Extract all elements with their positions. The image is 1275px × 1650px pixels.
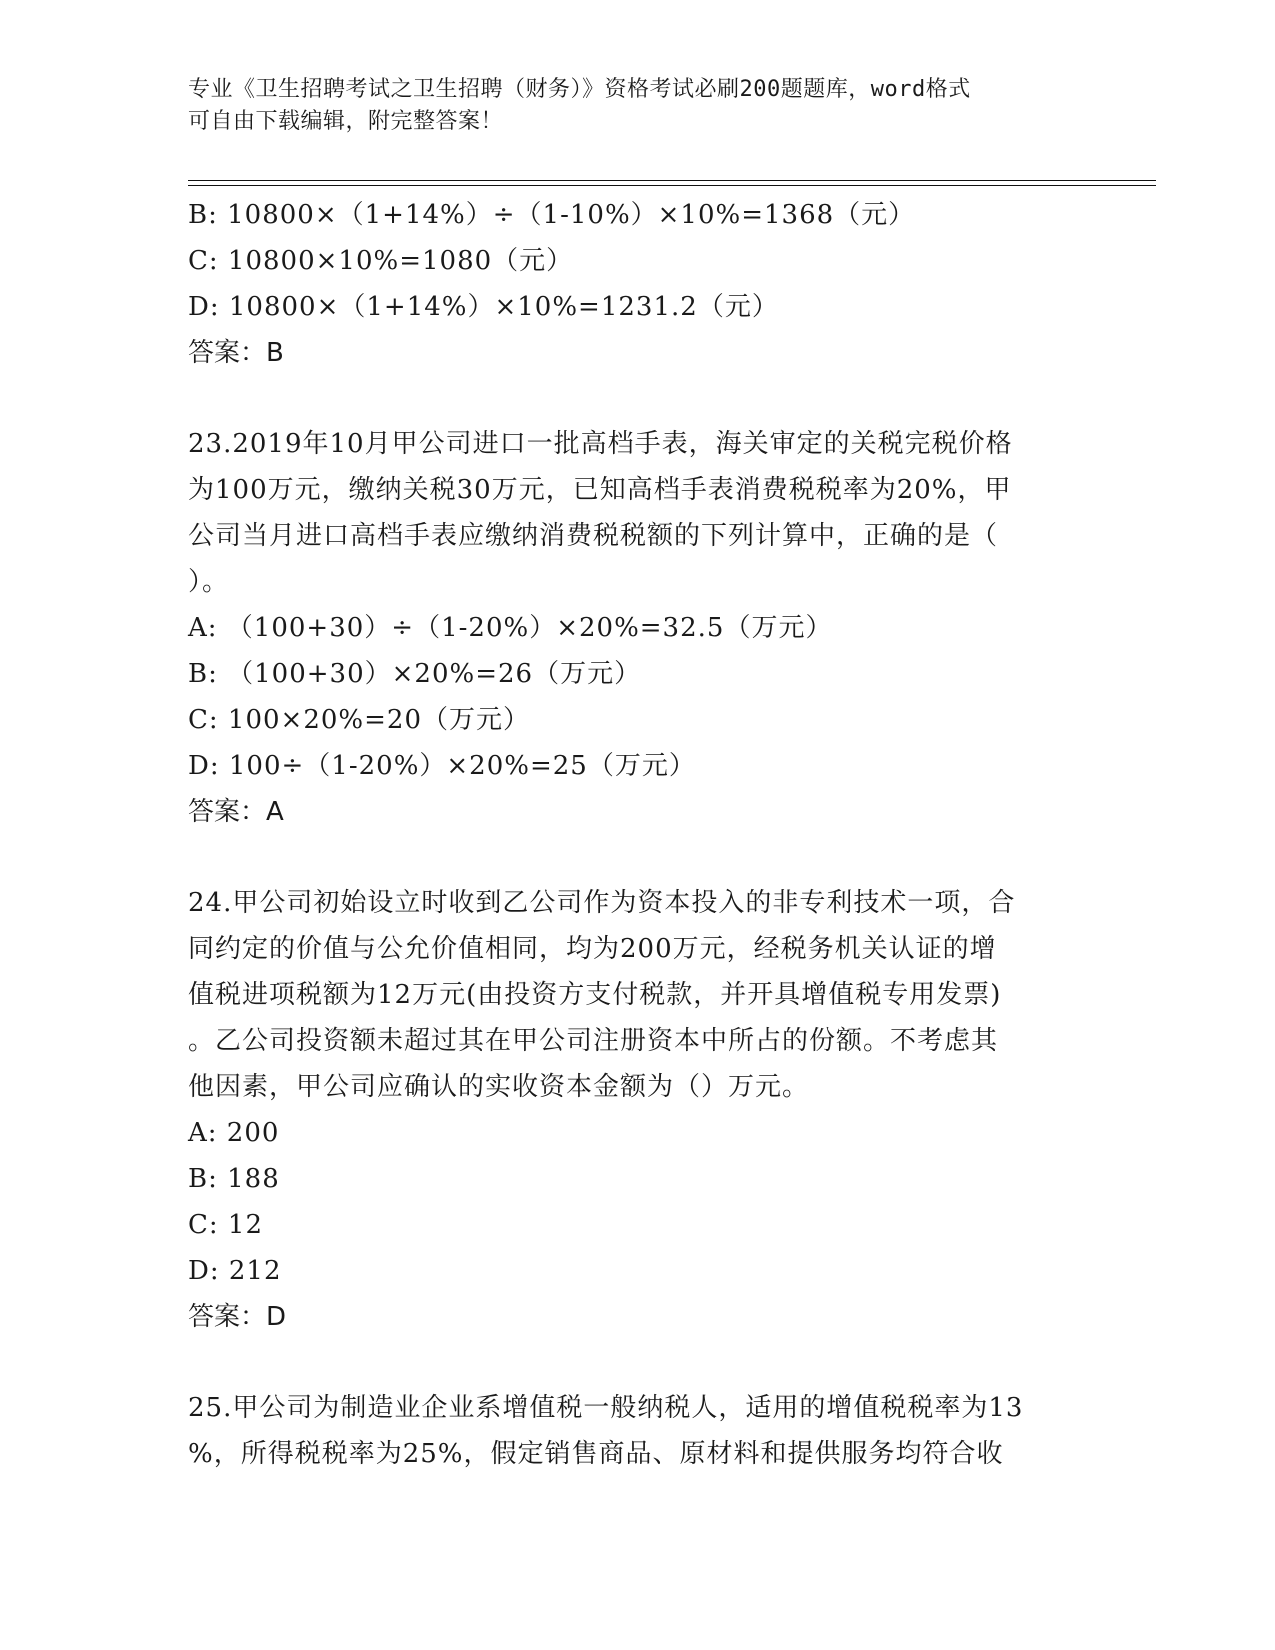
question-24 xyxy=(188,880,1088,1340)
answer-line: 答案：D xyxy=(188,1302,287,1332)
header-line-1: 专业《卫生招聘考试之卫生招聘（财务）》资格考试必刷200题题库，word格式 xyxy=(188,77,971,102)
question-stem-line: ）。 xyxy=(188,567,230,597)
answer-line: 答案：B xyxy=(188,338,284,368)
option-d: D: 100÷（1-20%）×20%=25（万元） xyxy=(188,751,696,781)
option-c: C: 100×20%=20（万元） xyxy=(188,705,530,735)
document-header xyxy=(188,74,1088,138)
header-line-2: 可自由下载编辑，附完整答案！ xyxy=(188,109,504,134)
option-a: A: 200 xyxy=(188,1118,280,1148)
answer-line: 答案：A xyxy=(188,797,284,827)
question-stem-line: 公司当月进口高档手表应缴纳消费税税额的下列计算中，正确的是（ xyxy=(188,521,999,551)
question-25 xyxy=(188,1385,1088,1477)
question-stem-line: 25.甲公司为制造业企业系增值税一般纳税人，适用的增值税税率为13 xyxy=(188,1393,1024,1423)
option-c: C: 12 xyxy=(188,1210,264,1240)
question-list xyxy=(188,192,1088,1477)
question-stem-line: 为100万元，缴纳关税30万元，已知高档手表消费税税率为20%，甲 xyxy=(188,475,1012,505)
option-b: B: 10800×（1+14%）÷（1-10%）×10%=1368（元） xyxy=(188,200,916,230)
option-d: D: 10800×（1+14%）×10%=1231.2（元） xyxy=(188,292,779,322)
question-stem-line: 同约定的价值与公允价值相同，均为200万元，经税务机关认证的增 xyxy=(188,934,997,964)
option-a: A: （100+30）÷（1-20%）×20%=32.5（万元） xyxy=(188,613,833,643)
header-divider-bottom xyxy=(188,185,1156,186)
question-23 xyxy=(188,421,1088,835)
option-c: C: 10800×10%=1080（元） xyxy=(188,246,574,276)
header-divider-top xyxy=(188,180,1156,181)
option-b: B: （100+30）×20%=26（万元） xyxy=(188,659,642,689)
question-22 xyxy=(188,192,1088,376)
question-stem-line: 他因素，甲公司应确认的实收资本金额为（）万元。 xyxy=(188,1072,810,1102)
option-d: D: 212 xyxy=(188,1256,282,1286)
question-stem-line: 值税进项税额为12万元(由投资方支付税款，并开具增值税专用发票) xyxy=(188,980,1002,1010)
option-b: B: 188 xyxy=(188,1164,280,1194)
question-stem-line: 24.甲公司初始设立时收到乙公司作为资本投入的非专利技术一项，合 xyxy=(188,888,1016,918)
question-stem-line: 23.2019年10月甲公司进口一批高档手表，海关审定的关税完税价格 xyxy=(188,429,1013,459)
question-stem-line: %，所得税税率为25%，假定销售商品、原材料和提供服务均符合收 xyxy=(188,1439,1004,1469)
question-stem-line: 。乙公司投资额未超过其在甲公司注册资本中所占的份额。不考虑其 xyxy=(188,1026,999,1056)
